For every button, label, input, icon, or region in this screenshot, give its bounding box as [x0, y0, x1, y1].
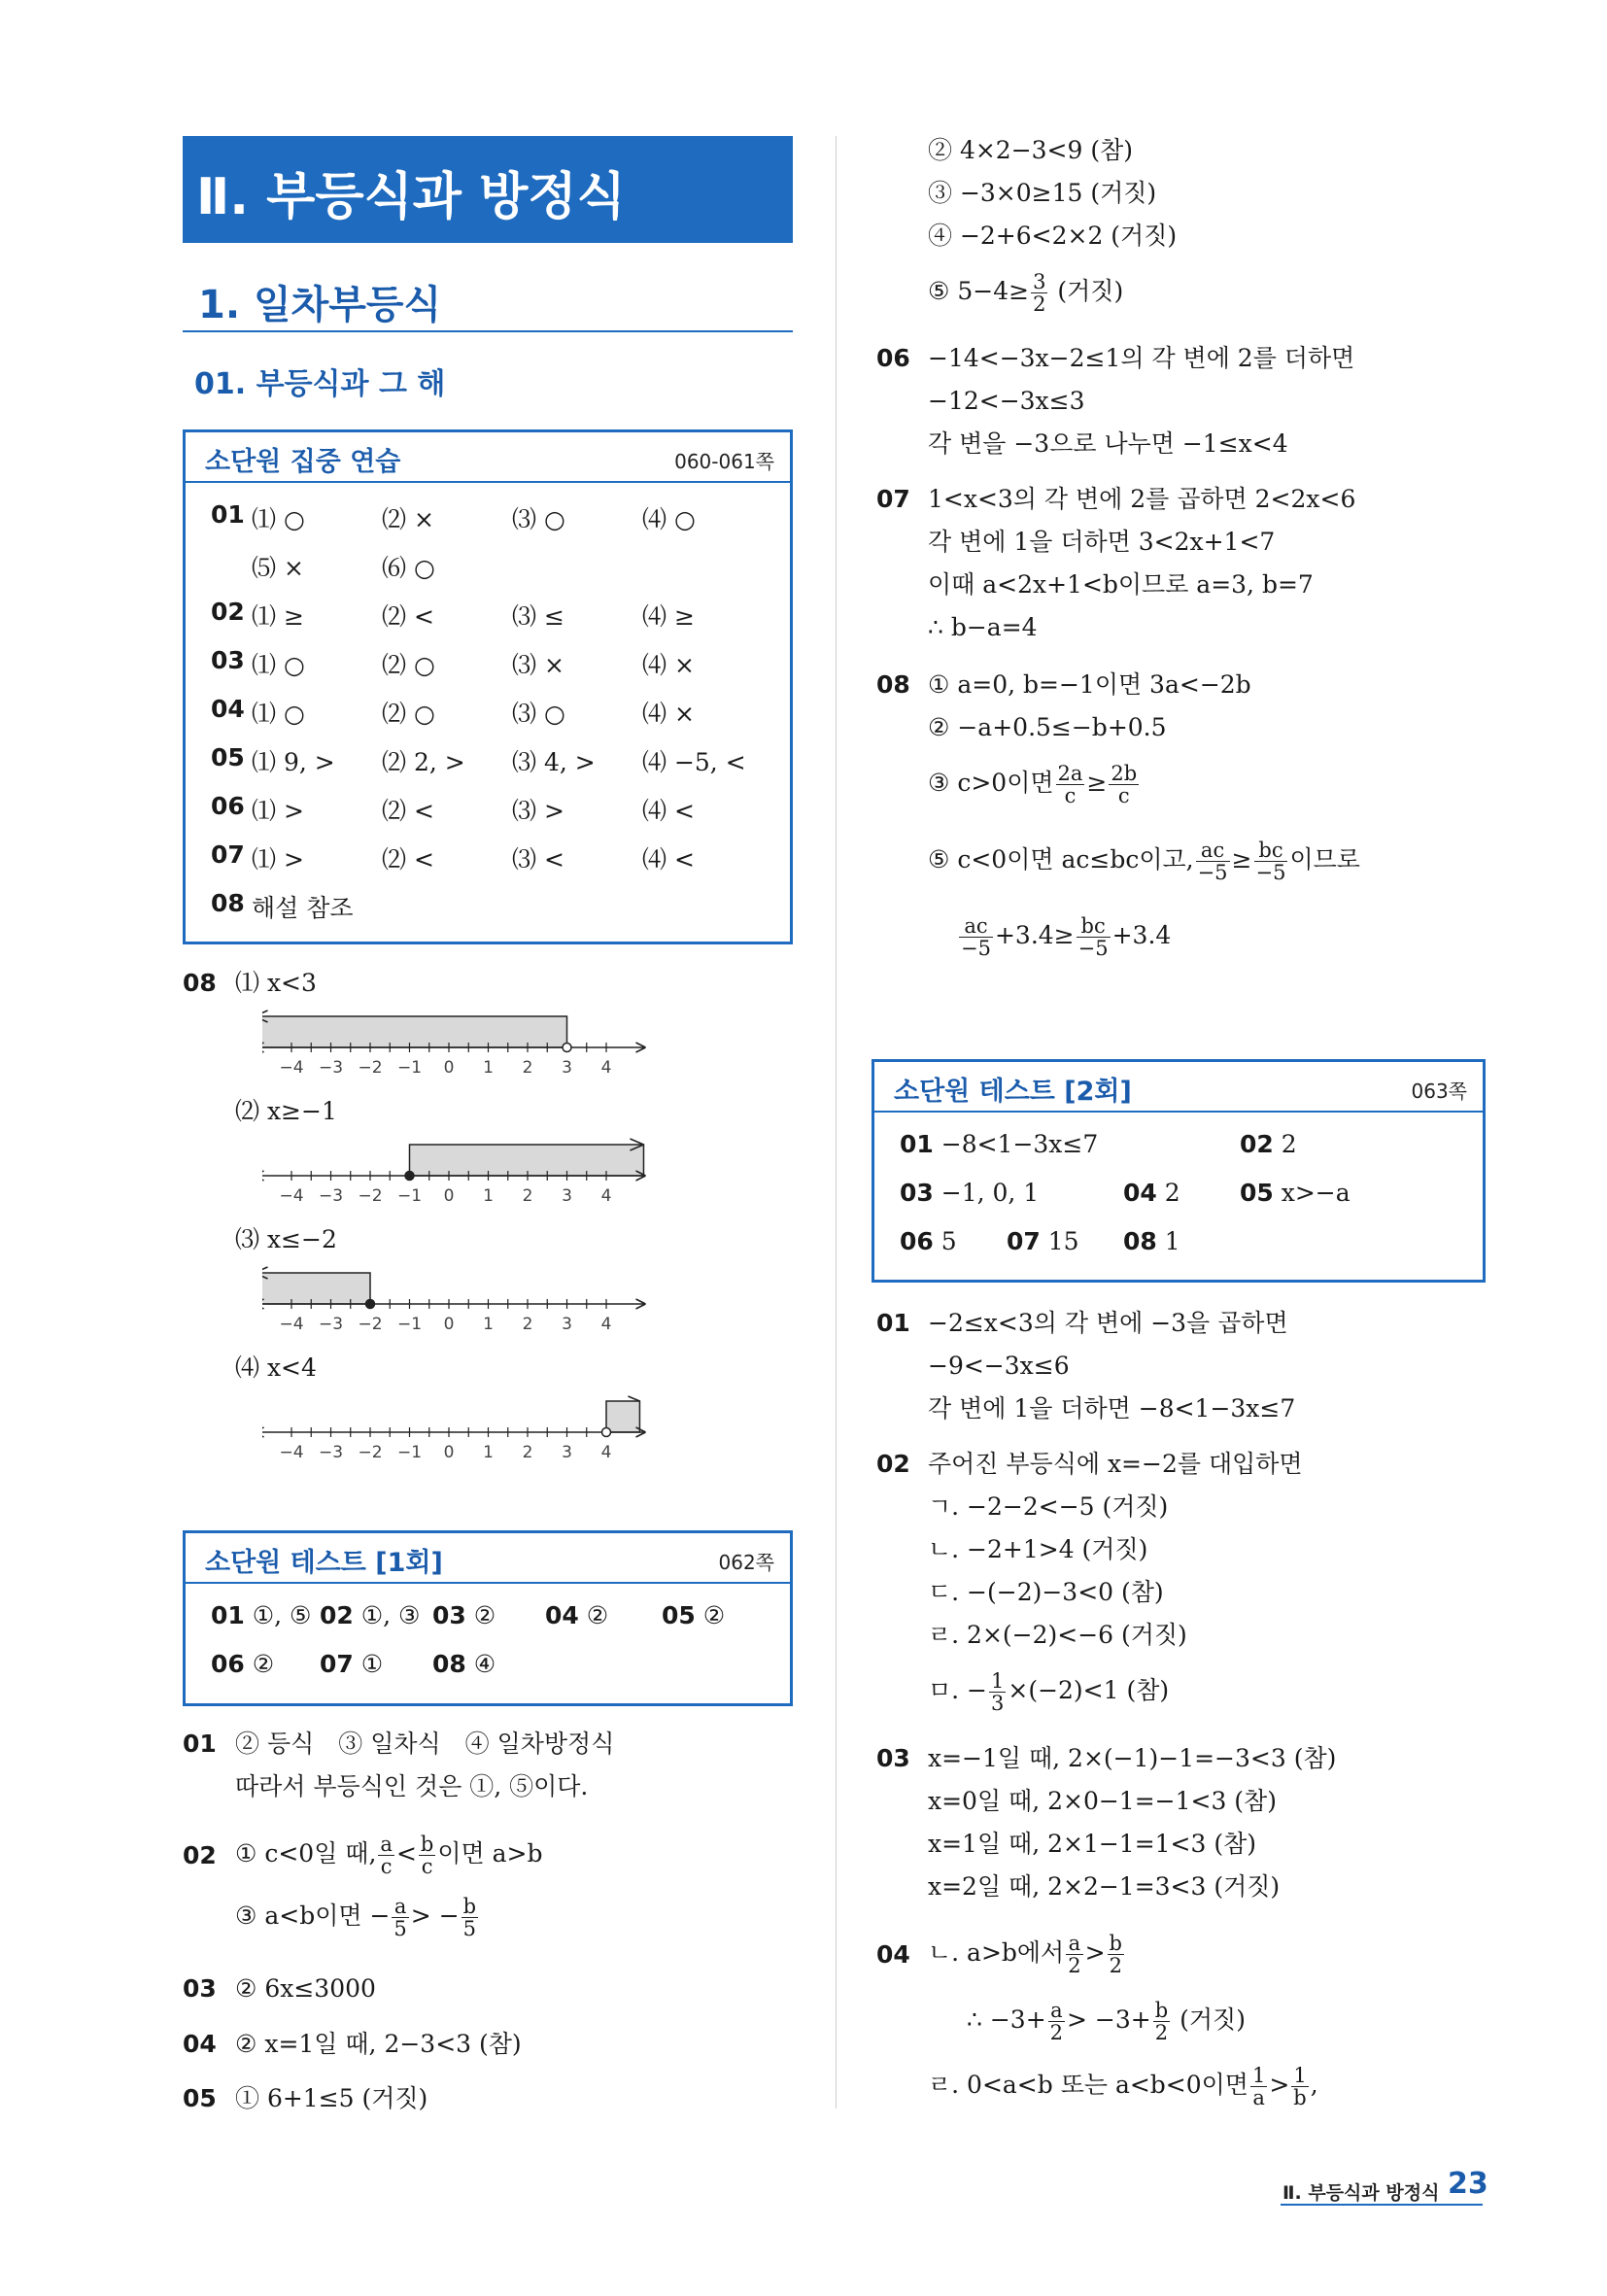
answer-item: 07 ① [320, 1650, 384, 1678]
answer-item: ⑷ < [642, 797, 695, 825]
solution-region [410, 1145, 644, 1176]
tick-label: 2 [522, 1443, 533, 1462]
answer-item: 03 ② [432, 1601, 496, 1629]
q08-part1-label: ⑴ x<3 [235, 969, 317, 997]
tick-label: −3 [318, 1315, 344, 1334]
sol-line: ⑤ 5−4≥ $\frac{3}{2}$ (거짓) [928, 270, 1124, 316]
answer-item: ⑹ ○ [382, 554, 435, 582]
tick-label: 1 [483, 1443, 494, 1462]
tick-label: −3 [318, 1186, 344, 1206]
box-header [186, 1533, 790, 1584]
answer-item: ⑶ × [512, 651, 564, 679]
chapter-title: Ⅱ. 부등식과 방정식 [196, 168, 626, 226]
sol-line: ② 등식 ③ 일차식 ④ 일차방정식 [235, 1730, 615, 1758]
tick-label: 1 [483, 1058, 494, 1078]
answer-item: ⑴ ○ [252, 505, 305, 533]
sol-line: 1<x<3의 각 변에 2를 곱하면 2<2x<6 [928, 485, 1356, 513]
sol-num: 01 [876, 1309, 910, 1337]
answer-item: ⑵ < [382, 845, 434, 874]
answer-item: 04 ② [545, 1601, 609, 1629]
answer-number: 04 [211, 695, 245, 723]
answer-item: ⑵ ○ [382, 700, 435, 728]
answer-number: 03 [211, 646, 245, 674]
tick-label: −4 [279, 1058, 304, 1078]
sol-line: ① 6+1≤5 (거짓) [235, 2084, 428, 2112]
sol-num: 03 [183, 1974, 217, 2003]
sol-line: x=2일 때, 2×2−1=3<3 (거짓) [928, 1872, 1281, 1901]
sol-line: x=0일 때, 2×0−1=−1<3 (참) [928, 1787, 1277, 1815]
sol-line: ⑤ c<0이면 ac≤bc이고, $\frac{ac}{-5}$ ≥ $\frac{bc}{-5}$ 이므로 [928, 839, 1360, 884]
q08-part3-label: ⑶ x≤−2 [235, 1225, 337, 1253]
tick-label: 0 [443, 1443, 455, 1462]
sol-line: −2≤x<3의 각 변에 −3을 곱하면 [928, 1309, 1288, 1337]
answer-item: ⑵ < [382, 602, 434, 631]
sol-num: 05 [183, 2084, 217, 2112]
footer-text: Ⅱ. 부등식과 방정식 [1282, 2182, 1440, 2204]
sol-line: x=1일 때, 2×1−1=1<3 (참) [928, 1830, 1257, 1858]
sol-num: 04 [876, 1940, 910, 1969]
answer-item: 06 5 [900, 1227, 957, 1255]
open-endpoint [563, 1044, 571, 1052]
answer-item: 02 ①, ③ [320, 1601, 421, 1629]
sol-line: 각 변을 −3으로 나누면 −1≤x<4 [928, 429, 1288, 458]
tick-label: 1 [483, 1315, 494, 1334]
sol-line: ㄷ. −(−2)−3<0 (참) [928, 1578, 1164, 1606]
answer-item: ⑶ 4, > [512, 748, 596, 776]
sol-line: ② 6x≤3000 [235, 1974, 376, 2003]
answer-item: 03 −1, 0, 1 [900, 1179, 1040, 1207]
number-line [262, 1257, 670, 1364]
box-pages: 063쪽 [1411, 1079, 1467, 1103]
answer-item: ⑵ 2, > [382, 748, 465, 776]
sol-line: x=−1일 때, 2×(−1)−1=−3<3 (참) [928, 1744, 1337, 1772]
tick-label: 0 [443, 1315, 455, 1334]
sol-line: ③ −3×0≥15 (거짓) [928, 179, 1157, 207]
answer-item: ⑶ ≤ [512, 602, 564, 631]
practice-answer-box [183, 429, 793, 944]
tick-label: −4 [279, 1315, 304, 1334]
sol-line: ㄹ. 0<a<b 또는 a<b<0이면 $\frac{1}{a}$ > $\frac{1}{b}$ , [928, 2064, 1318, 2109]
answer-item: ⑶ ○ [512, 505, 565, 533]
sol-line: ∴ −3+ $\frac{a}{2}$ > −3+ $\frac{b}{2}$ (거짓) [967, 1999, 1246, 2044]
answer-number: 05 [211, 743, 245, 771]
answer-item: 해설 참조 [252, 894, 354, 922]
box-title: 소단원 집중 연습 [205, 447, 401, 477]
answer-item: ⑶ > [512, 797, 564, 825]
tick-label: 1 [483, 1186, 494, 1206]
sol-line: ② 4×2−3<9 (참) [928, 136, 1134, 164]
sol-line: ③ c>0이면 $\frac{2a}{c}$ ≥ $\frac{2b}{c}$ [928, 762, 1138, 807]
sol-line: ㄹ. 2×(−2)<−6 (거짓) [928, 1621, 1187, 1649]
box-header [186, 432, 790, 483]
sol-num: 08 [876, 670, 910, 699]
sol-line: ㅁ. − $\frac{1}{3}$ ×(−2)<1 (참) [928, 1669, 1170, 1715]
tick-label: 4 [600, 1058, 612, 1078]
test2-answer-box [872, 1059, 1486, 1283]
tick-label: −2 [358, 1058, 383, 1078]
answer-number: 06 [211, 792, 245, 820]
answer-item: ⑴ ≥ [252, 602, 304, 631]
answer-number: 08 [211, 889, 245, 917]
tick-label: −3 [318, 1443, 344, 1462]
sol-line: −9<−3x≤6 [928, 1352, 1070, 1380]
answer-item: ⑵ < [382, 797, 434, 825]
box-pages: 062쪽 [718, 1551, 774, 1574]
sol-line: ㄴ. −2+1>4 (거짓) [928, 1535, 1148, 1563]
tick-label: −2 [358, 1315, 383, 1334]
answer-item: ⑷ × [642, 700, 695, 728]
answer-item: ⑷ ≥ [642, 602, 695, 631]
tick-label: 2 [522, 1315, 533, 1334]
tick-label: −4 [279, 1443, 304, 1462]
q08-number: 08 [183, 969, 217, 997]
sol-line: ③ a<b이면 − $\frac{a}{5}$ > − $\frac{b}{5}$ [235, 1895, 477, 1940]
tick-label: 4 [600, 1186, 612, 1206]
solution-region [606, 1401, 639, 1432]
sol-num: 02 [183, 1841, 217, 1869]
tick-label: −2 [358, 1186, 383, 1206]
sol-num: 02 [876, 1450, 910, 1478]
sol-line: ② x=1일 때, 2−3<3 (참) [235, 2030, 522, 2058]
tick-label: 3 [562, 1058, 572, 1078]
answer-item: 05 ② [662, 1601, 726, 1629]
answer-item: ⑴ ○ [252, 700, 305, 728]
chapter-banner [183, 136, 793, 243]
column-divider [836, 136, 837, 2108]
answer-item: 07 15 [1007, 1227, 1079, 1255]
box-header [874, 1062, 1483, 1113]
answer-item: 01 −8<1−3x≤7 [900, 1130, 1099, 1158]
section-title: 1. 일차부등식 [198, 283, 442, 327]
sol-num: 07 [876, 485, 910, 513]
q08-part2-label: ⑵ x≥−1 [235, 1097, 337, 1125]
sol-line: ① c<0일 때, $\frac{a}{c}$ < $\frac{b}{c}$ 이면 a>b [235, 1833, 543, 1878]
page-number: 23 [1448, 2167, 1488, 2201]
tick-label: −3 [318, 1058, 344, 1078]
tick-label: −4 [279, 1186, 304, 1206]
number-line [262, 1001, 670, 1108]
q08-part4-label: ⑷ x<4 [235, 1354, 317, 1382]
answer-item: 04 2 [1123, 1179, 1180, 1207]
answer-number: 07 [211, 840, 245, 869]
answer-item: ⑴ ○ [252, 651, 305, 679]
answer-number: 01 [211, 500, 245, 529]
answer-item: ⑷ ○ [642, 505, 696, 533]
closed-endpoint [366, 1300, 375, 1309]
tick-label: 3 [562, 1315, 572, 1334]
answer-item: 06 ② [211, 1650, 275, 1678]
answer-item: ⑸ × [252, 554, 304, 582]
tick-label: −1 [396, 1443, 423, 1462]
footer-underline [1281, 2204, 1483, 2206]
answer-item: ⑵ ○ [382, 651, 435, 679]
subsection-title: 01. 부등식과 그 해 [194, 367, 446, 401]
sol-line: ∴ b−a=4 [928, 613, 1038, 641]
answer-item: ⑴ 9, > [252, 748, 335, 776]
sol-num: 04 [183, 2030, 217, 2058]
number-line [262, 1129, 670, 1236]
sol-line: 이때 a<2x+1<b이므로 a=3, b=7 [928, 570, 1314, 599]
tick-label: 4 [600, 1315, 612, 1334]
section-underline [183, 330, 793, 332]
sol-line: ㄴ. a>b에서 $\frac{a}{2}$ > $\frac{b}{2}$ [928, 1932, 1122, 1977]
answer-item: 08 ④ [432, 1650, 496, 1678]
tick-label: 4 [600, 1443, 612, 1462]
tick-label: −2 [358, 1443, 383, 1462]
test1-answer-box [183, 1530, 793, 1706]
tick-label: 0 [443, 1186, 455, 1206]
sol-line: −14<−3x−2≤1의 각 변에 2를 더하면 [928, 344, 1355, 372]
sol-line: $\frac{ac}{-5}$ +3.4̇≥ $\frac{bc}{-5}$ +3.4̇ [961, 914, 1172, 960]
answer-item: ⑶ ○ [512, 700, 565, 728]
sol-num: 01 [183, 1730, 217, 1758]
tick-label: −1 [396, 1186, 423, 1206]
sol-line: ① a=0, b=−1이면 3a<−2b [928, 670, 1251, 699]
sol-line: ② −a+0.5≤−b+0.5 [928, 713, 1167, 741]
tick-label: 0 [443, 1058, 455, 1078]
answer-item: ⑷ × [642, 651, 695, 679]
open-endpoint [602, 1428, 611, 1437]
box-title: 소단원 테스트 [1회] [205, 1548, 443, 1578]
sol-line: −12<−3x≤3 [928, 387, 1085, 415]
sol-num: 06 [876, 344, 910, 372]
answer-number: 02 [211, 598, 245, 626]
tick-label: 2 [522, 1058, 533, 1078]
solution-region [262, 1273, 370, 1304]
answer-item: ⑴ > [252, 845, 304, 874]
answer-item: 01 ①, ⑤ [211, 1601, 312, 1629]
sol-line: 주어진 부등식에 x=−2를 대입하면 [928, 1450, 1303, 1478]
sol-line: 각 변에 1을 더하면 −8<1−3x≤7 [928, 1394, 1296, 1422]
tick-label: 3 [562, 1443, 572, 1462]
answer-item: 08 1 [1123, 1227, 1180, 1255]
tick-label: 3 [562, 1186, 572, 1206]
sol-line: ④ −2+6<2×2 (거짓) [928, 222, 1178, 250]
tick-label: −1 [396, 1315, 423, 1334]
sol-line: 따라서 부등식인 것은 ①, ⑤이다. [235, 1772, 589, 1800]
number-line [262, 1386, 670, 1492]
answer-item: ⑷ −5, < [642, 748, 746, 776]
answer-item: ⑷ < [642, 845, 695, 874]
answer-item: ⑴ > [252, 797, 304, 825]
sol-line: 각 변에 1을 더하면 3<2x+1<7 [928, 528, 1276, 556]
answer-item: 05 x>−a [1240, 1179, 1351, 1207]
box-pages: 060-061쪽 [674, 450, 774, 473]
tick-label: 2 [522, 1186, 533, 1206]
sol-num: 03 [876, 1744, 910, 1772]
closed-endpoint [405, 1172, 414, 1181]
answer-item: ⑵ × [382, 505, 434, 533]
solution-region [262, 1016, 567, 1047]
tick-label: −1 [396, 1058, 423, 1078]
answer-item: 02 2 [1240, 1130, 1297, 1158]
sol-line: ㄱ. −2−2<−5 (거짓) [928, 1492, 1169, 1521]
box-title: 소단원 테스트 [2회] [894, 1077, 1132, 1107]
answer-item: ⑶ < [512, 845, 564, 874]
